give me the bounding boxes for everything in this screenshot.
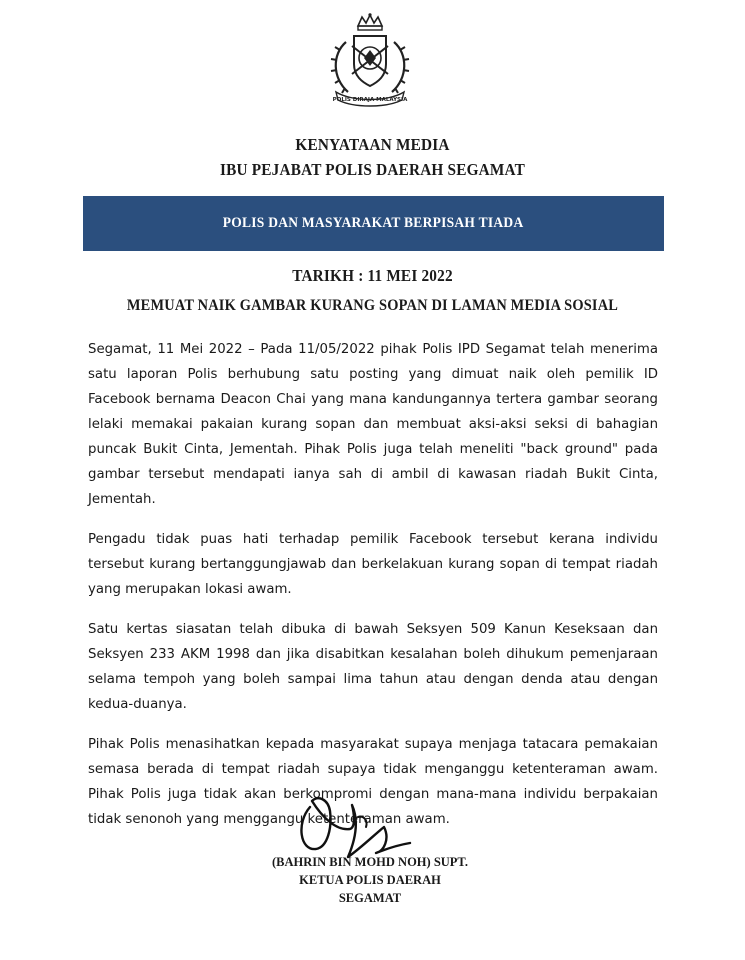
police-crest-icon — [318, 12, 422, 108]
signatory-title: KETUA POLIS DAERAH — [299, 873, 441, 887]
paragraph-3: Satu kertas siasatan telah dibuka di bawah Seksyen 509 Kanun Keseksaan dan Seksyen 233 AKM 1998 dan jika disabitkan kesalahan boleh dihukum pemenjaraan selama tempoh yang boleh sampai lima tahun atau dengan denda atau dengan kedua-duanya. — [88, 622, 658, 712]
svg-text:POLIS DIRAJA MALAYSIA: POLIS DIRAJA MALAYSIA — [332, 97, 408, 103]
crown-icon — [358, 13, 382, 30]
paragraph-2: Pengadu tidak puas hati terhadap pemilik Facebook tersebut kerana individu tersebut kurang bertanggungjawab dan berkelakuan kurang sopan di tempat riadah yang merupakan lokasi awam. — [88, 532, 658, 597]
office-title: IBU PEJABAT POLIS DAERAH SEGAMAT — [219, 160, 526, 179]
statement-title: KENYATAAN MEDIA — [295, 135, 450, 154]
motto-banner — [83, 196, 664, 251]
subject-line: MEMUAT NAIK GAMBAR KURANG SOPAN DI LAMAN MEDIA SOSIAL — [126, 297, 619, 314]
paragraph-1: Segamat, 11 Mei 2022 – Pada 11/05/2022 pihak Polis IPD Segamat telah menerima satu laporan Polis berhubung satu posting yang dimuat naik oleh pemilik ID Facebook bernama Deacon Chai yang mana kandungannya tertera gambar seorang lelaki memakai pakaian kurang sopan dan membuat aksi-aksi seksi di bahagian puncak Bukit Cinta, Jementah. Pihak Polis juga telah meneliti "back ground" pada gambar tersebut mendapati ianya sah di ambil di kawasan riadah Bukit Cinta, Jementah. — [88, 342, 658, 507]
signatory-name: (BAHRIN BIN MOHD NOH) SUPT. — [272, 855, 468, 869]
motto-banner-text: POLIS DAN MASYARAKAT BERPISAH TIADA — [223, 215, 524, 231]
signatory-place: SEGAMAT — [338, 891, 402, 905]
crest-emblem — [318, 12, 422, 108]
paragraph-4: Pihak Polis menasihatkan kepada masyarakat supaya menjaga tatacara pemakaian semasa berada di tempat riadah supaya tidak menganggu ketenteraman awam. Pihak Polis juga tidak akan berkompromi dengan mana-mana individu berpakaian tidak senonoh yang menggangu ketenteraman awam. — [88, 737, 658, 827]
date-line: TARIKH : 11 MEI 2022 — [292, 266, 453, 285]
statement-body — [88, 337, 658, 847]
